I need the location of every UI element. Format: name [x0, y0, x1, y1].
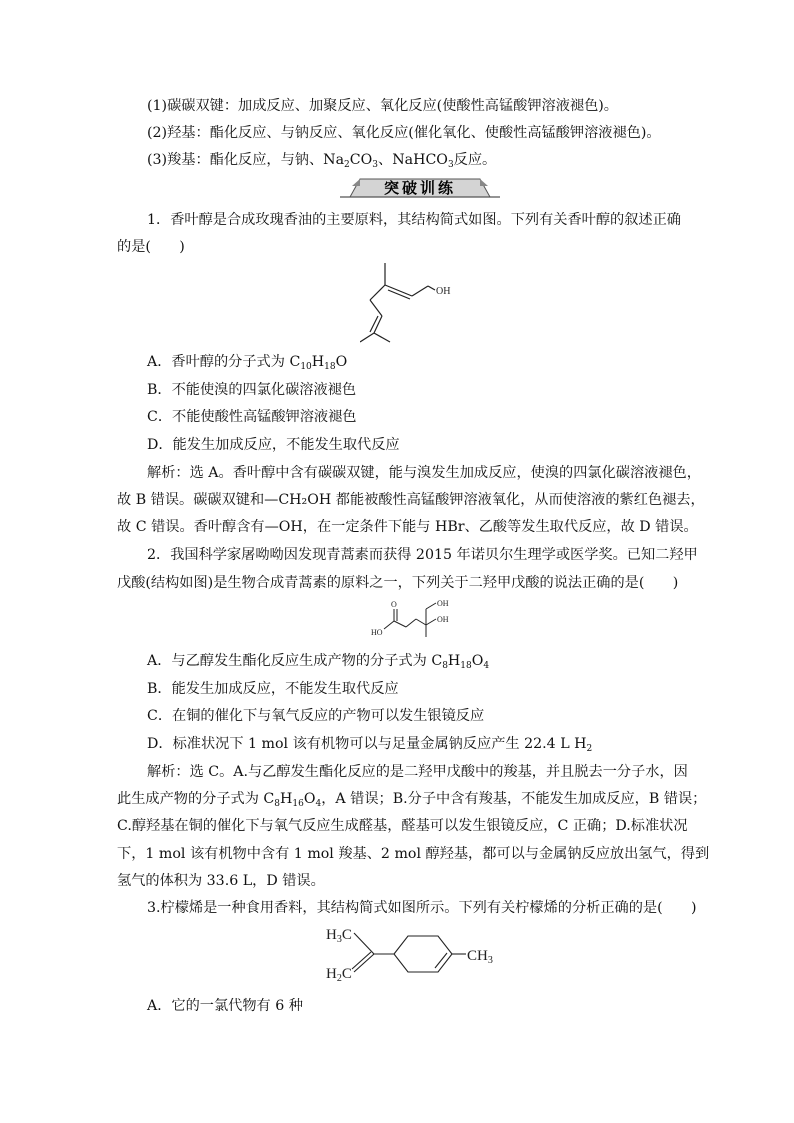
section-banner-title: 突破训练	[383, 179, 456, 197]
summary-line-2: (2)羟基：酯化反应、与钠反应、氧化反应(催化氧化、使酸性高锰酸钾溶液褪色)。	[147, 125, 661, 141]
q3-struct-ch3: $CH_3$	[467, 948, 493, 966]
q2-option-c: C．在铜的催化下与氧气反应的产物可以发生银镜反应	[147, 708, 485, 724]
q2-struct-oh-1: OH	[437, 599, 449, 608]
q2-structure-dihydroxy-pentanoic-acid	[370, 597, 470, 643]
q1-answer-line-2: 故 B 错误。碳碳双键和—CH₂OH 都能被酸性高锰酸钾溶液氧化，从而使溶液的紫红色褪去，	[117, 492, 705, 508]
q2-struct-o: O	[391, 600, 397, 609]
q1-structure-geraniol	[360, 258, 480, 348]
q1-option-a: A．香叶醇的分子式为 $C_{10}H_{18}O$	[147, 354, 348, 372]
q2-answer-line-2: 此生成产物的分子式为 $C_8H_{16}O_4$，A 错误；B.分子中含有羧基，不能发生加成反应，B 错误；	[117, 791, 707, 809]
q2-answer-line-4: 下，1 mol 该有机物中含有 1 mol 羧基、2 mol 醇羟基，都可以与金属钠反应放出氢气，得到	[117, 846, 710, 862]
q1-answer-line-3: 故 C 错误。香叶醇含有—OH，在一定条件下能与 HBr、乙酸等发生取代反应，故 D 错误。	[117, 519, 698, 535]
q1-stem-line-2: 的是( )	[117, 239, 185, 255]
q1-option-d: D．能发生加成反应，不能发生取代反应	[147, 437, 400, 453]
q3-stem-line-1: 3.柠檬烯是一种食用香料，其结构简式如图所示。下列有关柠檬烯的分析正确的是( )	[147, 900, 697, 916]
q3-struct-h3c: $H_3C$	[326, 927, 352, 945]
q1-answer-line-1: 解析：选 A。香叶醇中含有碳碳双键，能与溴发生加成反应，使溴的四氯化碳溶液褪色，	[147, 465, 701, 481]
q1-stem-line-1: 1．香叶醇是合成玫瑰香油的主要原料，其结构简式如图。下列有关香叶醇的叙述正确	[147, 212, 681, 228]
q2-struct-ho: HO	[371, 628, 383, 637]
summary-line-1: (1)碳碳双键：加成反应、加聚反应、氧化反应(使酸性高锰酸钾溶液褪色)。	[147, 98, 618, 114]
q1-option-b: B．不能使溴的四氯化碳溶液褪色	[147, 382, 357, 398]
section-banner	[340, 176, 500, 200]
q2-option-d: D．标准状况下 1 mol 该有机物可以与足量金属钠反应产生 22.4 L $H_2$	[147, 736, 593, 754]
q3-struct-h2c: $H_2C$	[326, 966, 352, 982]
q2-answer-line-1: 解析：选 C。A.与乙醇发生酯化反应的是二羟甲戊酸中的羧基，并且脱去一分子水，因	[147, 764, 688, 780]
q2-struct-oh-2: OH	[437, 615, 449, 624]
q2-stem-line-1: 2．我国科学家屠呦呦因发现青蒿素而获得 2015 年诺贝尔生理学或医学奖。已知二羟甲	[147, 547, 698, 563]
q2-option-a: A．与乙醇发生酯化反应生成产物的分子式为 $C_8H_{18}O_4$	[147, 653, 490, 671]
q2-answer-line-3: C.醇羟基在铜的催化下与氧气反应生成醛基，醛基可以发生银镜反应，C 正确；D.标准状况	[117, 818, 688, 834]
q2-option-b: B．能发生加成反应，不能发生取代反应	[147, 681, 399, 697]
q1-structure-oh-label: OH	[436, 286, 451, 297]
summary-line-3: (3)羧基：酯化反应，与钠、$Na_2CO_3$、NaHCO$_3$反应。	[147, 152, 497, 170]
q3-option-a: A．它的一氯代物有 6 种	[147, 998, 303, 1014]
q1-option-c: C．不能使酸性高锰酸钾溶液褪色	[147, 409, 357, 425]
q2-answer-line-5: 氢气的体积为 33.6 L，D 错误。	[117, 873, 325, 889]
q2-stem-line-2: 戊酸(结构如图)是生物合成青蒿素的原料之一，下列关于二羟甲戊酸的说法正确的是( )	[117, 575, 679, 591]
q3-structure-limonene	[322, 922, 512, 982]
